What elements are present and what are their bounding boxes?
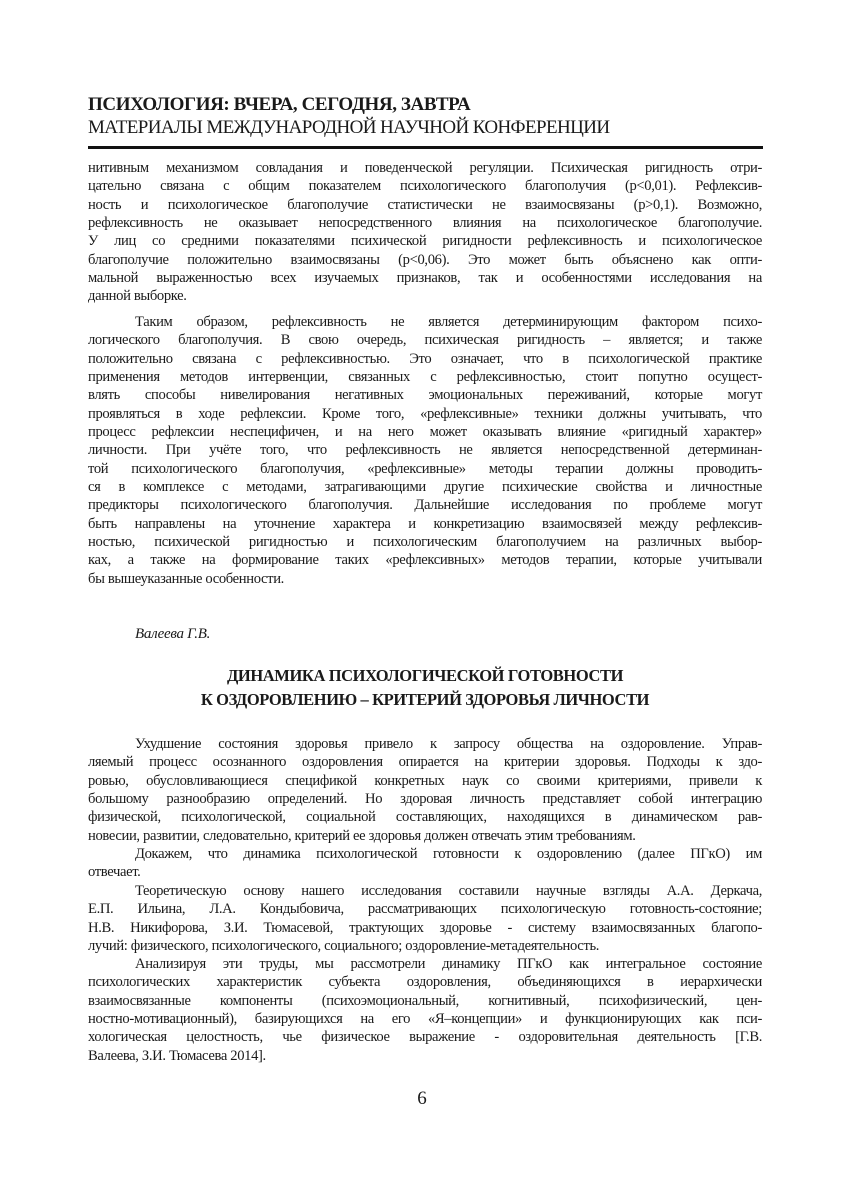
- page-number: 6: [417, 1088, 427, 1109]
- running-header-title: ПСИХОЛОГИЯ: ВЧЕРА, СЕГОДНЯ, ЗАВТРА: [88, 94, 471, 115]
- article-title-line: К ОЗДОРОВЛЕНИЮ – КРИТЕРИЙ ЗДОРОВЬЯ ЛИЧНОСТИ: [200, 690, 650, 709]
- text-line: данной выборке.: [88, 288, 187, 305]
- text-line: отвечает.: [88, 864, 141, 881]
- text-line: той психологического благополучия, «рефлексивные» методы терапии должны проводить-: [88, 460, 762, 477]
- text-line: Валеева, З.И. Тюмасева 2014].: [88, 1047, 266, 1064]
- text-line: физической, психологической, социальной составляющих, находящихся в динамическом рав-: [88, 809, 762, 826]
- text-line: мальной выраженностью всех изучаемых признаков, так и особенностями исследования на: [88, 270, 762, 287]
- text-line: Таким образом, рефлексивность не является детерминирующим фактором психо-: [135, 314, 762, 330]
- text-line: большому разнообразию определений. Но здоровая личность представляет собой интеграцию: [88, 791, 762, 808]
- text-line: цательно связана с общим показателем психологического благополучия (p<0,01). Рефлексив-: [88, 178, 762, 195]
- text-line: ляемый процесс осознанного оздоровления опирается на критерии здоровья. Подходы к здо-: [88, 754, 762, 771]
- text-line: ровью, обусловливающиеся спецификой конкретных наук со своими критериями, привели к: [88, 772, 762, 789]
- text-line: взаимосвязанные компоненты (психоэмоциональный, когнитивный, психофизический, цен-: [88, 992, 762, 1009]
- text-line: предикторы психологического благополучия. Дальнейшие исследования по проблеме могут: [88, 497, 762, 514]
- text-line: ностью, психической ригидностью и психологическим благополучием на различных выбор-: [88, 534, 762, 551]
- text-line: бы вышеуказанные особенности.: [88, 570, 284, 587]
- article-author: Валеева Г.В.: [135, 626, 211, 642]
- text-line: ках, а также на формирование таких «рефлексивных» методов терапии, которые учитывали: [88, 552, 762, 569]
- text-line: логического благополучия. В свою очередь, психическая ригидность – является; и также: [88, 332, 762, 349]
- article-title-line: ДИНАМИКА ПСИХОЛОГИЧЕСКОЙ ГОТОВНОСТИ: [226, 666, 624, 685]
- article-paragraph: [88, 735, 762, 845]
- text-line: процесс рефлексии неспецифичен, и на него может оказывать влияние «ригидный характер»: [88, 424, 762, 441]
- text-line: быть направлены на уточнение характера и конкретизацию взаимосвязей между рефлексив-: [88, 515, 762, 532]
- text-line: влять способы нивелирования негативных эмоциональных переживаний, которые могут: [88, 387, 762, 404]
- text-line: применения методов интервенции, связанных с рефлексивностью, стоит попутно осущест-: [88, 369, 762, 386]
- text-line: благополучие положительно взаимосвязаны (p<0,06). Это может быть объяснено как опти-: [88, 251, 762, 268]
- text-line: лучий: физического, психологического, социального; оздоровление-метадеятельность.: [88, 938, 600, 955]
- text-line: личности. При учёте того, что рефлексивность не является непосредственной детерминан-: [88, 442, 762, 459]
- running-header-subtitle: МАТЕРИАЛЫ МЕЖДУНАРОДНОЙ НАУЧНОЙ КОНФЕРЕНЦИИ: [88, 117, 610, 138]
- article-title: [88, 664, 762, 712]
- text-line: ся в комплексе с методами, затрагивающими другие психические свойства и личностные: [88, 479, 762, 496]
- text-line: рефлексивность не оказывает непосредственного влияния на психологическое благополучие.: [88, 215, 762, 232]
- header-divider: [88, 146, 763, 149]
- text-line: хологическая целостность, чье физическое выражение - оздоровительная деятельность [Г.В.: [88, 1029, 762, 1046]
- text-line: Ухудшение состояния здоровья привело к запросу общества на оздоровление. Управ-: [135, 736, 762, 752]
- paragraph-continued: [88, 159, 762, 306]
- article-paragraph: [88, 955, 762, 1065]
- text-line: положительно связана с рефлексивностью. Это означает, что в психологической практике: [88, 350, 762, 367]
- article-paragraph: [88, 882, 762, 955]
- text-line: Теоретическую основу нашего исследования составили научные взгляды А.А. Деркача,: [135, 883, 762, 899]
- text-line: новесии, развитии, следовательно, критерий ее здоровья должен отвечать этим требованиям.: [88, 827, 636, 844]
- paragraph-conclusion: [88, 313, 762, 588]
- text-line: Н.В. Никифорова, З.И. Тюмасевой, трактующих здоровье - систему взаимосвязанных благопо-: [88, 919, 762, 936]
- text-line: проявляться в ходе рефлексии. Кроме того, «рефлексивные» техники должны учитывать, что: [88, 405, 762, 422]
- text-line: Анализируя эти труды, мы рассмотрели динамику ПГкО как интегральное состояние: [135, 956, 762, 972]
- text-line: У лиц со средними показателями психической ригидности рефлексивность и психологическое: [88, 233, 762, 250]
- text-line: Е.П. Ильина, Л.А. Кондыбовича, рассматривающих психологическую готовность-состояние;: [88, 901, 762, 918]
- text-line: психологических характеристик субъекта оздоровления, объединяющихся в иерархически: [88, 974, 762, 991]
- text-line: Докажем, что динамика психологической готовности к оздоровлению (далее ПГкО) им: [135, 846, 762, 862]
- text-line: ностно-мотивационный), базирующихся на его «Я–концепции» и функционирующих как пси-: [88, 1011, 762, 1028]
- text-line: ность и психологическое благополучие статистически не взаимосвязаны (p>0,1). Возможно,: [88, 196, 762, 213]
- article-paragraph: [88, 845, 762, 882]
- text-line: нитивным механизмом совладания и поведенческой регуляции. Психическая ригидность отри-: [88, 160, 762, 176]
